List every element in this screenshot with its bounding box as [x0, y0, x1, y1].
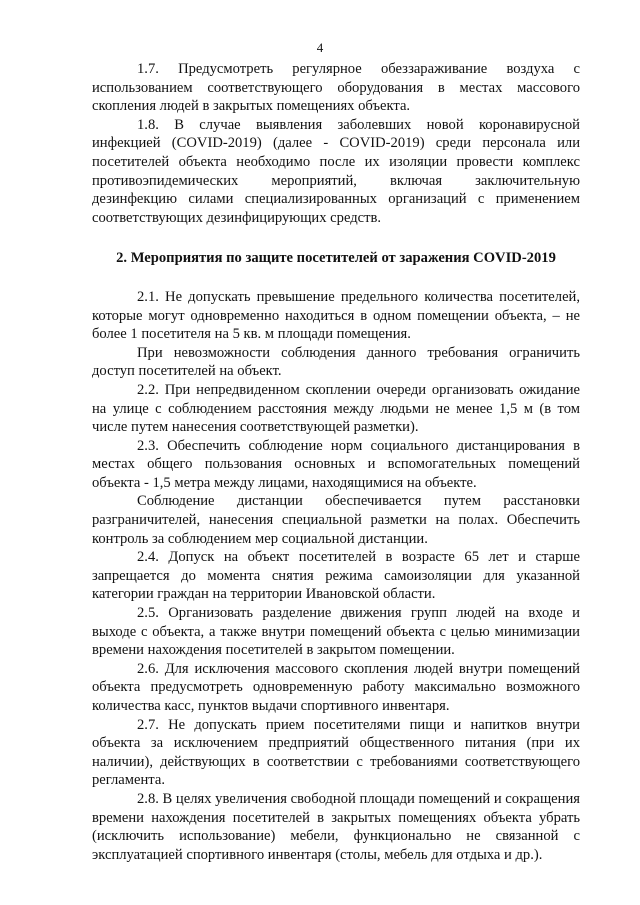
section-heading-2: 2. Мероприятия по защите посетителей от заражения COVID-2019 [116, 250, 556, 267]
page-number: 4 [316, 40, 324, 55]
paragraph-2-3: 2.3. Обеспечить соблюдение норм социального дистанцирования в местах общего пользования основных и вспомогательных помещений объекта - 1,5 метра между лицами, находящимися на объекте. [92, 437, 580, 491]
paragraph-2-6: 2.6. Для исключения массового скопления людей внутри помещений объекта предусмотреть одновременную работу максимально возможного количества касс, пунктов выдачи спортивного инвентаря. [92, 660, 580, 714]
document-page [92, 36, 580, 864]
paragraph-1-7: 1.7. Предусмотреть регулярное обеззараживание воздуха с использованием соответствующего оборудования в местах массового скопления людей в закрытых помещениях объекта. [92, 61, 580, 115]
paragraph-2-3-note: Соблюдение дистанции обеспечивается путем расстановки разграничителей, нанесения специальной разметки на полах. Обеспечить контроль за соблюдением мер социальной дистанции. [92, 493, 580, 547]
paragraph-2-4: 2.4. Допуск на объект посетителей в возрасте 65 лет и старше запрещается до момента снятия режима самоизоляции для указанной категории граждан на территории Ивановской области. [92, 549, 580, 603]
paragraph-2-1-note: При невозможности соблюдения данного требования ограничить доступ посетителей на объект. [92, 344, 580, 380]
paragraph-2-7: 2.7. Не допускать прием посетителями пищи и напитков внутри объекта за исключением предприятий общественного питания (при их наличии), действующих в соответствии с требованиями соответствующего регламента. [92, 716, 580, 789]
paragraph-2-1: 2.1. Не допускать превышение предельного количества посетителей, которые могут одновременно находиться в одном помещении объекта, – не более 1 посетителя на 5 кв. м площади помещения. [92, 288, 580, 343]
paragraph-2-2: 2.2. При непредвиденном скоплении очереди организовать ожидание на улице с соблюдением расстояния между людьми не менее 1,5 м (в том числе путем нанесения соответствующей разметки). [92, 381, 580, 436]
paragraph-1-8: 1.8. В случае выявления заболевших новой коронавирусной инфекцией (COVID-2019) (далее - COVID-2019) среди персонала или посетителей объекта необходимо после их изоляции провести комплекс противоэпидемических мероприятий, включая заключительную дезинфекцию силами специализированных организаций с применением соответствующих дезинфицирующих средств. [92, 116, 580, 226]
paragraph-2-5: 2.5. Организовать разделение движения групп людей на входе и выходе с объекта, а также внутри помещений объекта с целью минимизации времени нахождения посетителей в закрытом помещении. [92, 605, 580, 659]
paragraph-2-8: 2.8. В целях увеличения свободной площади помещений и сокращения времени нахождения посетителей в закрытых помещениях объекта убрать (исключить использование) мебели, функционально не связанной с эксплуатацией спортивного инвентаря (столы, мебель для отдыха и др.). [92, 790, 580, 863]
